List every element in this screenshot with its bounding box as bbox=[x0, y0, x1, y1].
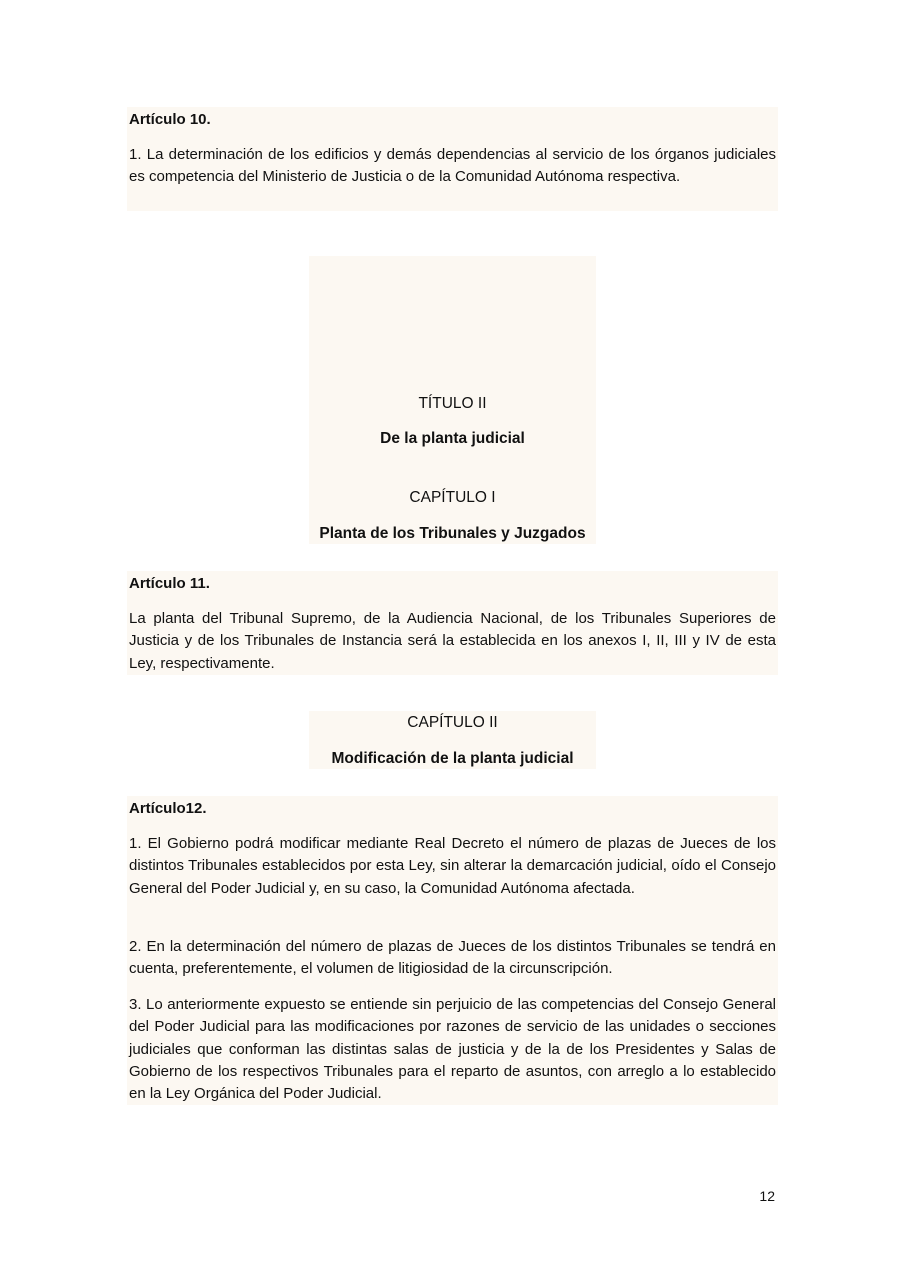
article-12-paragraph-1: 1. El Gobierno podrá modificar mediante Real Decreto el número de plazas de Jueces de los distintos Tribunales establecidos por esta Ley, sin alterar la demarcación judicial, oído el Consejo General del Poder Judicial y, en su caso, la Comunidad Autónoma afectada. bbox=[129, 835, 776, 897]
capitulo-2-block bbox=[309, 711, 596, 769]
article-12-paragraph-2: 2. En la determinación del número de plazas de Jueces de los distintos Tribunales se tendrá en cuenta, preferentemente, el volumen de litigiosidad de la circunscripción. bbox=[129, 938, 776, 978]
article-10-block bbox=[127, 107, 778, 211]
titulo-2-name: De la planta judicial bbox=[380, 430, 525, 447]
article-11-paragraph-1: La planta del Tribunal Supremo, de la Audiencia Nacional, de los Tribunales Superiores de Justicia y de los Tribunales de Instancia será la establecida en los anexos I, II, III y IV de esta Ley, respectivamente. bbox=[129, 610, 776, 672]
article-10-paragraph-1: 1. La determinación de los edificios y demás dependencias al servicio de los órganos judiciales es competencia del Ministerio de Justicia o de la Comunidad Autónoma respectiva. bbox=[129, 146, 776, 186]
article-12-paragraph-3: 3. Lo anteriormente expuesto se entiende sin perjuicio de las competencias del Consejo General del Poder Judicial para las modificaciones por razones de servicio de las unidades o secciones judiciales que conforman las distintas salas de justicia y de la de los Presidentes y Salas de Gobierno de los respectivos Tribunales para el reparto de asuntos, con arreglo a lo establecido en la Ley Orgánica del Poder Judicial. bbox=[129, 996, 776, 1103]
article-11-heading: Artículo 11. bbox=[129, 575, 210, 592]
titulo-2-label: TÍTULO II bbox=[418, 395, 487, 412]
capitulo-1-name: Planta de los Tribunales y Juzgados bbox=[319, 525, 586, 542]
article-12-heading: Artículo12. bbox=[129, 800, 207, 817]
page-number: 12 bbox=[759, 1188, 775, 1204]
article-11-block bbox=[127, 571, 778, 675]
article-10-heading: Artículo 10. bbox=[129, 111, 211, 128]
capitulo-1-label: CAPÍTULO I bbox=[409, 489, 496, 506]
titulo-2-block bbox=[309, 256, 596, 544]
article-12-block bbox=[127, 796, 778, 1105]
capitulo-2-name: Modificación de la planta judicial bbox=[331, 750, 574, 767]
capitulo-2-label: CAPÍTULO II bbox=[407, 714, 498, 731]
